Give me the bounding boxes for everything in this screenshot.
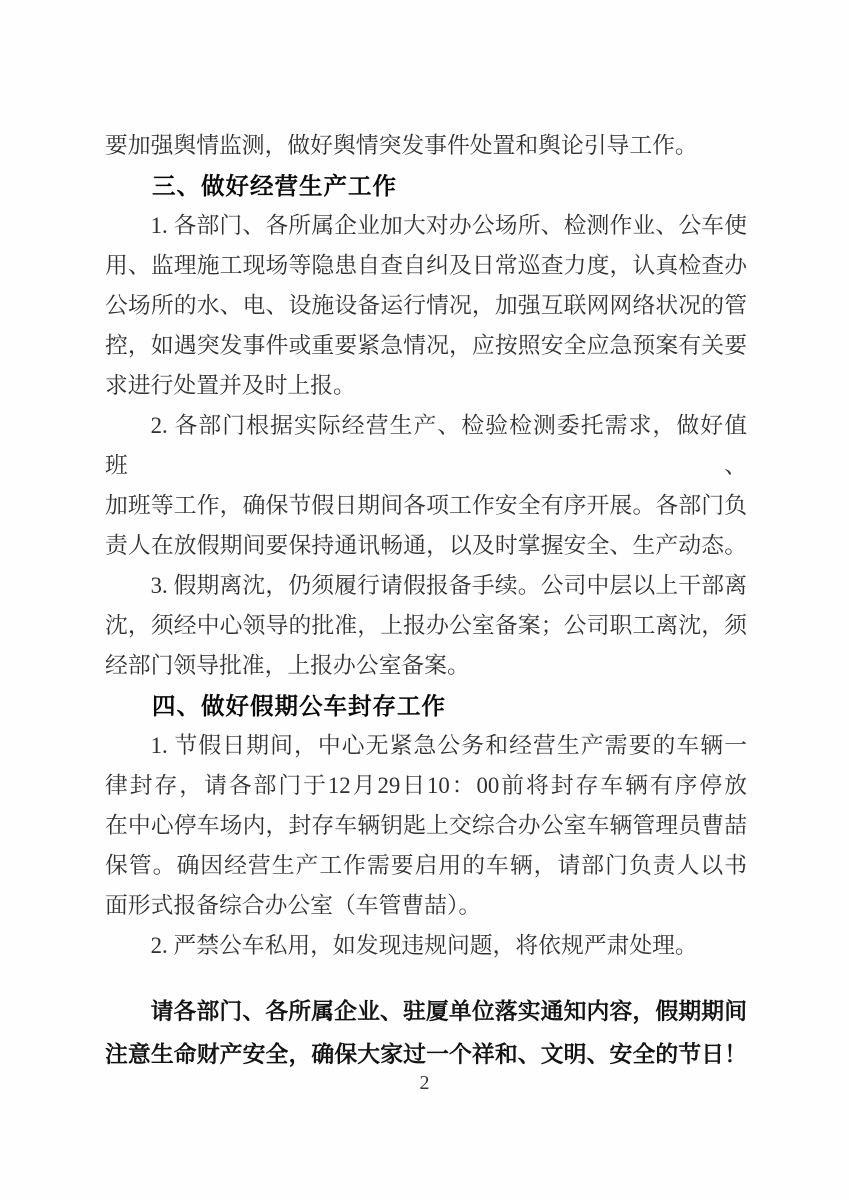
paragraph-section3-item2 xyxy=(105,406,747,566)
section-heading-4 xyxy=(105,686,747,726)
body-text-line: 2. 各部门根据实际经营生产、检验检测委托需求，做好值班、 xyxy=(105,413,747,478)
body-text-line: 责人在放假期间要保持通讯畅通，以及时掌握安全、生产动态。 xyxy=(105,533,747,558)
paragraph-section3-item3 xyxy=(105,566,747,686)
body-text-line: 1. 节假日期间，中心无紧急公务和经营生产需要的车辆一 xyxy=(150,733,747,758)
body-text-line: 公场所的水、电、设施设备运行情况，加强互联网网络状况的管 xyxy=(105,293,747,318)
body-text-line: 1. 各部门、各所属企业加大对办公场所、检测作业、公车使 xyxy=(150,213,747,238)
closing-paragraph xyxy=(105,990,747,1076)
body-text-line: 控，如遇突发事件或重要紧急情况，应按照安全应急预案有关要 xyxy=(105,333,747,358)
section-heading-3 xyxy=(105,166,747,206)
page-number: 2 xyxy=(419,1072,430,1094)
paragraph-section4-item1 xyxy=(105,726,747,926)
body-text-line: 要加强舆情监测，做好舆情突发事件处置和舆论引导工作。 xyxy=(105,133,698,158)
body-text-line: 3. 假期离沈，仍须履行请假报备手续。公司中层以上干部离 xyxy=(150,573,747,598)
body-text-line: 2. 严禁公车私用，如发现违规问题，将依规严肃处理。 xyxy=(150,933,698,958)
body-text-line: 经部门领导批准，上报办公室备案。 xyxy=(105,653,470,678)
body-text-line: 在中心停车场内，封存车辆钥匙上交综合办公室车辆管理员曹喆 xyxy=(105,813,747,838)
section-heading-text: 四、做好假期公车封存工作 xyxy=(152,693,446,719)
body-text-line: 面形式报备综合办公室（车管曹喆）。 xyxy=(105,893,482,918)
document-content xyxy=(105,0,747,1076)
closing-emphasis-line: 请各部门、各所属企业、驻厦单位落实通知内容，假期期间 xyxy=(150,999,747,1024)
body-text-line: 保管。确因经营生产工作需要启用的车辆，请部门负责人以书 xyxy=(105,853,747,878)
body-text-line: 求进行处置并及时上报。 xyxy=(105,373,356,398)
section-heading-text: 三、做好经营生产工作 xyxy=(152,173,397,199)
paragraph-section3-item1 xyxy=(105,206,747,406)
body-text-line: 律封存，请各部门于12月29日10：00前将封存车辆有序停放 xyxy=(105,773,747,798)
body-text-line: 加班等工作，确保节假日期间各项工作安全有序开展。各部门负 xyxy=(105,493,747,518)
paragraph-continuation xyxy=(105,126,747,166)
body-text-line: 沈，须经中心领导的批准，上报办公室备案；公司职工离沈，须 xyxy=(105,613,747,638)
closing-emphasis-line: 注意生命财产安全，确保大家过一个祥和、文明、安全的节日！ xyxy=(105,1042,747,1067)
paragraph-section4-item2 xyxy=(105,926,747,966)
body-text-line: 用、监理施工现场等隐患自查自纠及日常巡查力度，认真检查办 xyxy=(105,253,747,278)
